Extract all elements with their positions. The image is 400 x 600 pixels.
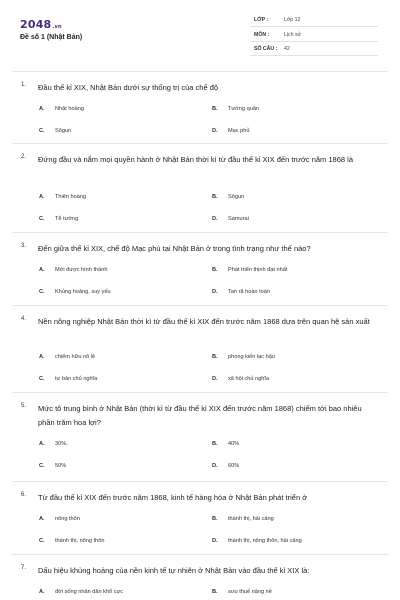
option-letter: B.: [212, 106, 218, 112]
option-text: phong kiến lạc hậu: [228, 354, 275, 360]
question-divider: [12, 554, 388, 555]
option-c[interactable]: [39, 128, 71, 134]
option-letter: C.: [39, 463, 45, 469]
option-text: 40%: [228, 441, 240, 447]
option-a[interactable]: [39, 589, 123, 595]
question-divider: [12, 305, 388, 306]
option-text: 50%: [55, 463, 67, 469]
question-text: Đến giữa thế kỉ XIX, chế độ Mạc phủ tại Nhật Bản ở trong tình trạng như thế nào?: [38, 244, 311, 253]
option-b[interactable]: [212, 354, 275, 360]
option-c[interactable]: [39, 289, 111, 295]
question-text: Dấu hiệu khủng hoảng của nền kinh tế tự nhiên ở Nhật Bản vào đầu thế kỉ XIX là:: [38, 566, 310, 575]
option-letter: B.: [212, 441, 218, 447]
option-letter: C.: [39, 289, 45, 295]
option-d[interactable]: [212, 216, 249, 222]
option-b[interactable]: [212, 516, 274, 522]
question-number: 3.: [21, 243, 27, 249]
option-letter: C.: [39, 216, 45, 222]
option-letter: D.: [212, 128, 218, 134]
option-letter: A.: [39, 267, 45, 273]
option-text: Mạc phủ: [228, 128, 250, 134]
option-letter: B.: [212, 516, 218, 522]
question-divider: [12, 143, 388, 144]
option-text: 60%: [228, 463, 240, 469]
meta-subject-label: MÔN :: [254, 32, 270, 38]
option-letter: B.: [212, 194, 218, 200]
option-letter: A.: [39, 589, 45, 595]
option-text: nông thôn: [55, 516, 80, 522]
option-letter: D.: [212, 289, 218, 295]
meta-subject-value: Lịch sử: [284, 32, 302, 38]
meta-count-label: SỐ CÂU :: [254, 46, 278, 52]
option-letter: D.: [212, 538, 218, 544]
option-letter: B.: [212, 354, 218, 360]
option-text: thành thị, hải cảng: [228, 516, 274, 522]
question-divider: [12, 481, 388, 482]
meta-class-label: LỚP :: [254, 17, 269, 23]
option-text: Thiên hoàng: [55, 194, 87, 200]
option-text: sưu thuế nặng nề: [228, 589, 272, 595]
question-divider: [12, 392, 388, 393]
option-b[interactable]: [212, 441, 239, 447]
option-letter: B.: [212, 589, 218, 595]
option-text: Mới được hình thành: [55, 267, 108, 273]
option-text: Tể tướng: [55, 216, 79, 222]
page-header: [0, 0, 400, 70]
option-text: Sôgun: [228, 194, 245, 200]
option-letter: A.: [39, 516, 45, 522]
option-text: tư bản chủ nghĩa: [55, 376, 98, 382]
option-letter: C.: [39, 376, 45, 382]
option-letter: A.: [39, 194, 45, 200]
option-b[interactable]: [212, 106, 259, 112]
option-d[interactable]: [212, 463, 239, 469]
option-b[interactable]: [212, 267, 287, 273]
question-number: 5.: [21, 403, 27, 409]
option-a[interactable]: [39, 354, 95, 360]
option-text: Phát triển thịnh đạt nhất: [228, 267, 288, 273]
option-letter: C.: [39, 538, 45, 544]
question-number: 7.: [21, 565, 27, 571]
option-c[interactable]: [39, 376, 97, 382]
question-number: 4.: [21, 316, 27, 322]
option-text: thành thị, nông thôn, hải cảng: [228, 538, 302, 544]
logo-main-text: 2048: [20, 18, 52, 31]
option-a[interactable]: [39, 267, 107, 273]
option-d[interactable]: [212, 128, 249, 134]
question-text: Từ đầu thế kỉ XIX đến trước năm 1868, kinh tế hàng hóa ở Nhật Bản phát triển ở: [38, 493, 308, 502]
option-text: Khủng hoảng, suy yếu: [55, 289, 111, 295]
option-text: Tan rã hoàn toàn: [228, 289, 270, 295]
question-text: Mức tô trung bình ở Nhật Bản (thời kì từ đầu thế kỉ XIX đến trước năm 1868) chiếm tới bao nhiêu phần trăm hoa lợi?: [38, 404, 362, 427]
option-letter: D.: [212, 376, 218, 382]
option-c[interactable]: [39, 216, 78, 222]
question-number: 1.: [21, 82, 27, 88]
header-divider: [12, 71, 388, 72]
meta-row-question-count: [250, 43, 378, 56]
meta-class-value: Lớp 12: [284, 17, 301, 23]
question-text: Đầu thế kỉ XIX, Nhật Bản dưới sự thống trị của chế độ: [38, 83, 219, 92]
option-a[interactable]: [39, 516, 80, 522]
option-text: Tướng quân: [228, 106, 260, 112]
question-text: Nền nông nghiệp Nhật Bản thời kì từ đầu thế kỉ XIX đến trước năm 1868 dựa trên quan hệ sản xuất: [38, 317, 370, 326]
option-a[interactable]: [39, 106, 84, 112]
option-letter: A.: [39, 106, 45, 112]
option-text: thành thị, nông thôn: [55, 538, 105, 544]
option-c[interactable]: [39, 538, 104, 544]
option-text: xã hội chủ nghĩa: [228, 376, 270, 382]
meta-row-class: [250, 14, 378, 27]
option-text: 30%.: [55, 441, 68, 447]
option-c[interactable]: [39, 463, 66, 469]
meta-count-value: 42: [284, 46, 290, 52]
option-text: Samurai: [228, 216, 249, 222]
question-number: 2.: [21, 154, 27, 160]
option-text: Sôgun: [55, 128, 72, 134]
option-a[interactable]: [39, 441, 68, 447]
question-number: 6.: [21, 492, 27, 498]
option-letter: B.: [212, 267, 218, 273]
option-letter: C.: [39, 128, 45, 134]
option-letter: A.: [39, 441, 45, 447]
option-letter: D.: [212, 216, 218, 222]
exam-title: Đề số 1 (Nhật Bản): [20, 34, 83, 41]
option-text: đời sống nhân dân khổ cực: [55, 589, 124, 595]
option-a[interactable]: [39, 194, 86, 200]
question-divider: [12, 232, 388, 233]
option-letter: A.: [39, 354, 45, 360]
site-logo[interactable]: [20, 18, 62, 31]
option-d[interactable]: [212, 538, 302, 544]
option-b[interactable]: [212, 589, 272, 595]
option-d[interactable]: [212, 289, 270, 295]
option-b[interactable]: [212, 194, 244, 200]
meta-row-subject: [250, 29, 378, 42]
logo-suffix-text: .vn: [52, 24, 62, 30]
option-d[interactable]: [212, 376, 269, 382]
question-text: Đứng đầu và nắm mọi quyền hành ở Nhật Bản thời kì từ đầu thế kỉ XIX đến trước năm 1868 là: [38, 155, 353, 164]
option-text: Nhật hoàng: [55, 106, 84, 112]
option-text: chiếm hữu nô lệ: [55, 354, 96, 360]
option-letter: D.: [212, 463, 218, 469]
